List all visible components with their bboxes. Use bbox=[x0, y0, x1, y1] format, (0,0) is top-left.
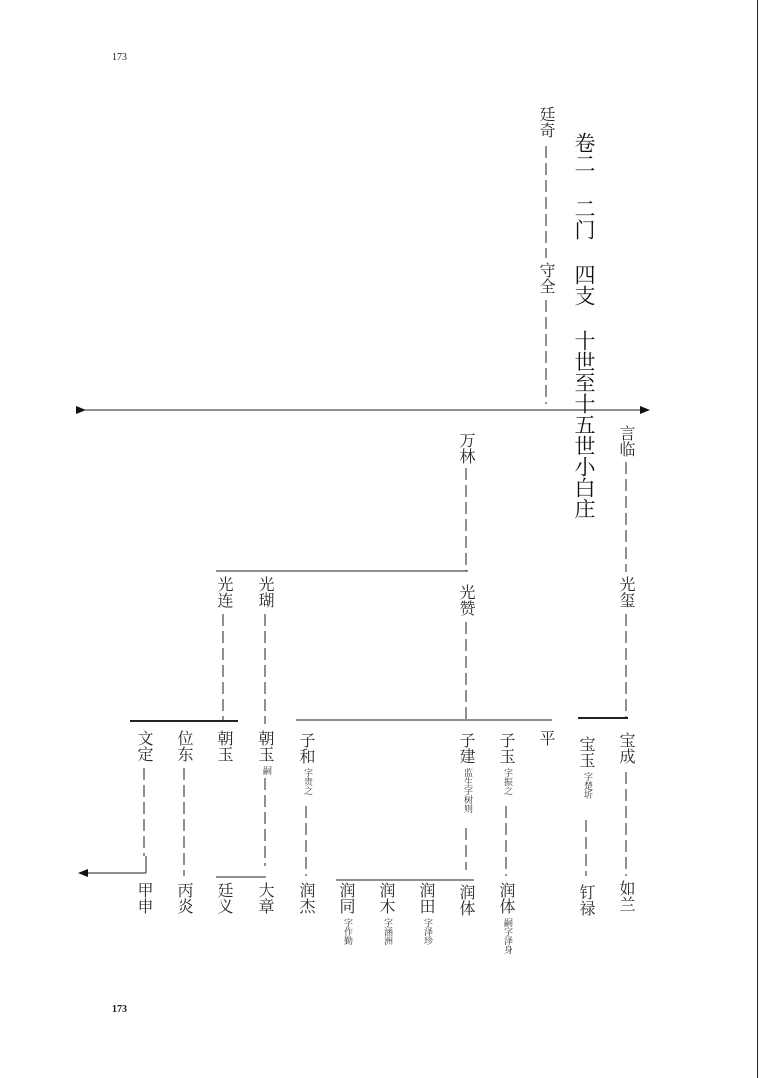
person-baocheng: 宝成 bbox=[617, 732, 636, 764]
person-guanglian: 光连 bbox=[215, 576, 234, 608]
person-runjie: 润杰 bbox=[297, 882, 316, 914]
person-wending: 文定 bbox=[135, 730, 154, 762]
page-number-top: 173 bbox=[112, 52, 127, 63]
person-runti-1-note: 嗣字泽身 bbox=[502, 918, 512, 954]
person-chaoyu-1-note: 嗣 bbox=[261, 766, 271, 775]
person-tingqi: 廷奇 bbox=[537, 106, 556, 138]
person-tingyi: 廷义 bbox=[215, 882, 234, 914]
person-ping: 平 bbox=[537, 730, 556, 746]
person-rulan: 如兰 bbox=[617, 880, 636, 912]
person-runti-2: 润体 bbox=[457, 884, 476, 916]
person-yanlin: 言临 bbox=[617, 425, 636, 457]
person-dinglu: 钉禄 bbox=[577, 884, 596, 916]
person-runtian: 润田 bbox=[417, 882, 436, 914]
person-ziyu-note: 字振之 bbox=[502, 768, 512, 795]
person-zijian-note: 监生字树则 bbox=[462, 768, 472, 813]
person-dazhang: 大章 bbox=[256, 882, 275, 914]
person-wanlin: 万林 bbox=[457, 432, 476, 464]
person-baoyu: 宝玉 bbox=[577, 736, 596, 768]
page-title: 卷二 二门 四支 十世至十五世小白庄 bbox=[572, 132, 596, 519]
person-runtong-note: 字作勤 bbox=[342, 918, 352, 945]
person-weidong: 位东 bbox=[175, 730, 194, 762]
person-guangzan: 光赞 bbox=[457, 584, 476, 616]
person-runtong: 润同 bbox=[337, 882, 356, 914]
person-runmu-note: 字涵洲 bbox=[382, 918, 392, 945]
person-bingyan: 丙炎 bbox=[175, 882, 194, 914]
person-zijian: 子建 bbox=[457, 732, 476, 764]
person-jiashen: 甲申 bbox=[135, 882, 154, 914]
person-baoyu-note: 字楚圻 bbox=[582, 772, 592, 799]
person-runmu: 润木 bbox=[377, 882, 396, 914]
person-shouquan: 守全 bbox=[537, 262, 556, 294]
person-zihe: 子和 bbox=[297, 732, 316, 764]
person-chaoyu-1: 朝玉 bbox=[256, 730, 275, 762]
person-guangxi: 光玺 bbox=[617, 576, 636, 608]
person-guanghu: 光瑚 bbox=[256, 576, 275, 608]
person-zihe-note: 字贵之 bbox=[302, 768, 312, 795]
page-number-bottom: 173 bbox=[112, 1004, 127, 1015]
person-ziyu: 子玉 bbox=[497, 732, 516, 764]
person-runti-1: 润体 bbox=[497, 882, 516, 914]
person-chaoyu-2: 朝玉 bbox=[215, 730, 234, 762]
person-runtian-note: 字泽珍 bbox=[422, 918, 432, 945]
